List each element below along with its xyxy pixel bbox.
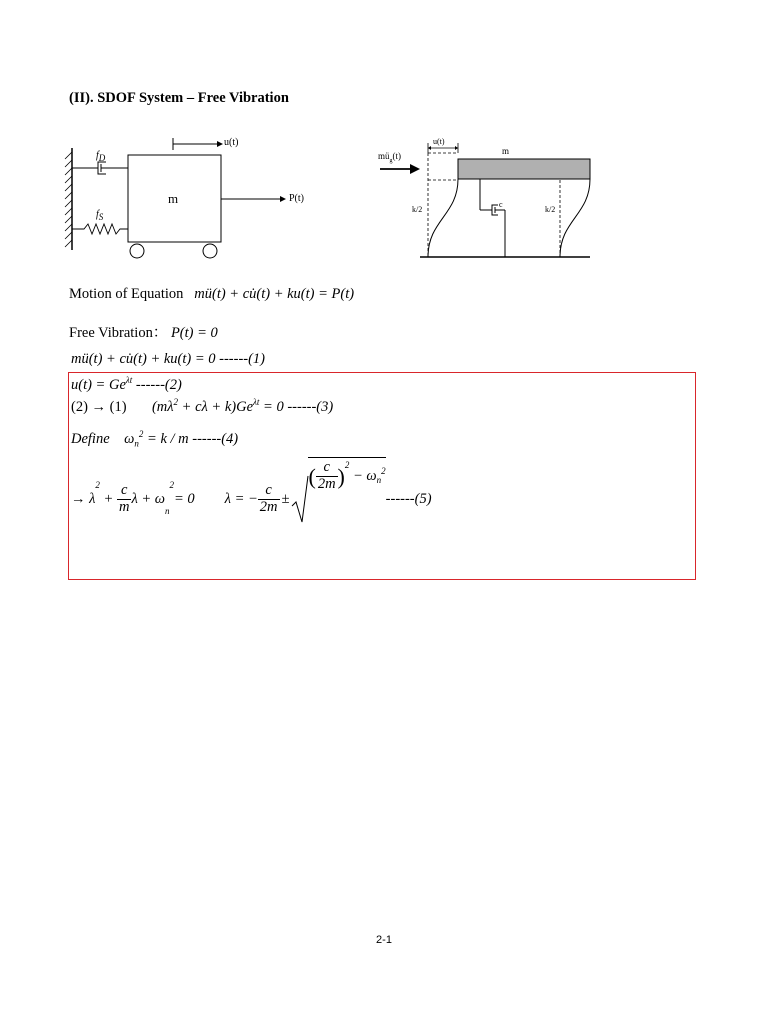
frame-disp-label: u(t) [433,137,445,146]
section-title: (II). SDOF System – Free Vibration [69,90,289,106]
force-label: P(t) [289,193,304,204]
stiffness-left-label: k/2 [412,205,423,214]
equation-5: → λ 2 + $\frac{c}{m}$ λ + ω $_n$ 2 = 0 λ = − $\frac{c}{2m}$ ± ( $\frac{c}{2m}$ ) $^2$ − ω $_n$ $^2$ ------(5) [71,474,432,524]
ground-force-label: $mü_g(t)$ [378,151,402,164]
disp-label: u(t) [224,137,239,148]
free-vibration-line: Free Vibration： P(t) = 0 [69,325,218,341]
fd-label: $f_D$ [96,150,106,163]
stiffness-right-label: k/2 [545,205,556,214]
frame-mass-label: m [502,146,510,156]
frame-diagram [370,135,600,265]
mass-label: m [168,191,179,206]
equation-1: mü(t) + cu̇(t) + ku(t) = 0 ------(1) [71,351,266,367]
fs-label: $f_S$ [96,209,104,222]
equation-4: Define $\omega_n^2 = k / m$ ------(4) [71,429,239,449]
equation-of-motion: Motion of Equation mü(t) + cu̇(t) + ku(t) = P(t) [69,286,355,302]
sqrt-sign [291,474,309,524]
damper-label: c [499,200,503,209]
equation-3: (2) → (1) $(m\lambda^2 + c\lambda + k)Ge^{\lambda t} = 0$ ------(3) [71,397,334,415]
equation-2: $u(t) = Ge^{\lambda t}$ ------(2) [71,375,182,393]
page-number: 2-1 [376,934,392,946]
